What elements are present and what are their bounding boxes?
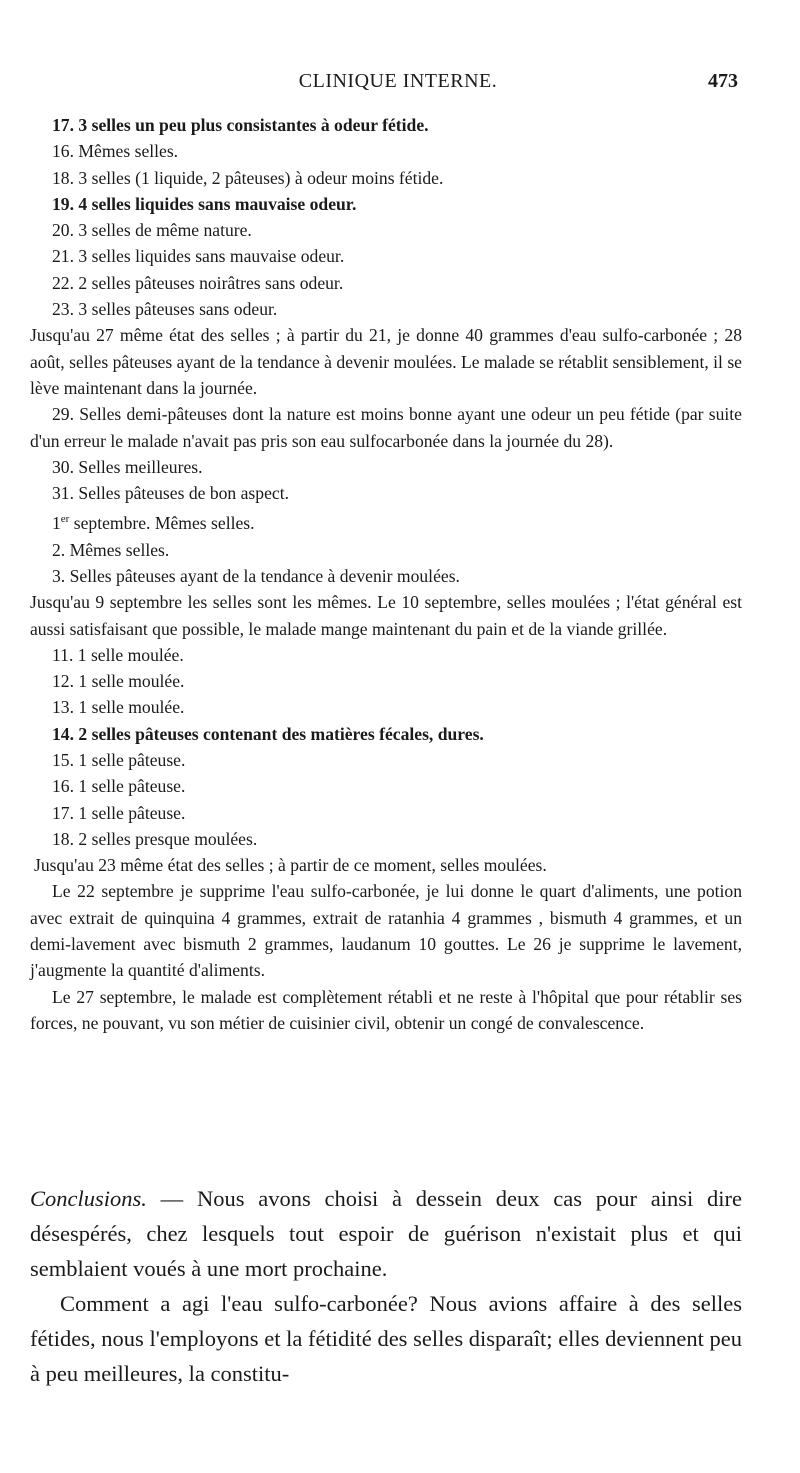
entry-line [30,191,742,217]
entry-num: 11. [52,644,74,665]
conclusions-text: — Nous avons choisi à dessein deux cas pour ainsi dire désespérés, chez lesquels tout espoir de guérison n'existait plus et qui semblaient voués à une mort prochaine. [30,1186,743,1281]
conclusions-heading: Conclusions. [30,1186,147,1211]
entry-text: 3 selles pâteuses sans odeur. [78,299,278,320]
entry-num: 20. [52,220,74,241]
entry-text: 1 selle pâteuse. [78,802,186,823]
entry-line [30,243,742,269]
entry-num: 17. [52,802,74,823]
entry-num: 23. [52,299,74,320]
entry-line [30,668,742,694]
entry-text: 4 selles liquides sans mauvaise odeur. [78,193,357,214]
entry-text: 3 selles liquides sans mauvaise odeur. [78,246,345,267]
entry-num: 2. [52,539,66,560]
entry-num: 16. [52,776,74,797]
entry-text: Selles demi-pâteuses dont la nature est moins bonne ayant une odeur un peu fétide (par suite d'un erreur le malade n'avait pas pris son eau sulfocarbonée dans la journée du 28). [30,404,742,451]
entry-line [30,454,742,480]
entry-line [30,270,742,296]
paragraph: Jusqu'au 23 même état des selles ; à partir de ce moment, selles moulées. [34,855,547,876]
case-notes [30,112,742,1036]
entry-text: Mêmes selles. [78,141,179,162]
entry-text: Mêmes selles. [69,539,170,560]
entry-line [30,138,742,164]
entry-text: 3 selles (1 liquide, 2 pâteuses) à odeur moins fétide. [78,167,444,188]
entry-line [30,694,742,720]
entry-line [30,165,742,191]
paragraph: Le 27 septembre, le malade est complètement rétabli et ne reste à l'hôpital que pour rétablir ses forces, ne pouvant, vu son métier de cuisinier civil, obtenir un congé de convalescence. [30,986,742,1033]
conclusions-paragraph-1 [30,1181,742,1286]
paragraph-29 [30,401,742,454]
entry-num: 31. [52,483,74,504]
entry-num: 16. [52,141,74,162]
entry-text: 1 selle pâteuse. [78,749,186,770]
entry-line [30,296,742,322]
entry-text: 1 selle moulée. [77,644,184,665]
page-number: 473 [708,70,738,92]
entry-text: 3 selles de même nature. [78,220,252,241]
ordinal-suffix: er [60,513,70,526]
entry-text: Selles pâteuses de bon aspect. [78,483,289,504]
entry-text: 1 selle moulée. [78,671,185,692]
entry-num: 22. [52,272,74,293]
conclusions-section [30,1181,742,1391]
entry-num: 3. [52,565,66,586]
entry-num: 29. [52,404,74,425]
entry-num: 14. [52,723,74,744]
entry-text: Selles pâteuses ayant de la tendance à devenir moulées. [69,565,460,586]
entry-text: 3 selles un peu plus consistantes à odeur fétide. [78,115,429,135]
entry-line [30,747,742,773]
entry-num: 17. [52,115,74,135]
entry-num: 18. [52,167,74,188]
entry-line [30,112,742,138]
conclusions-paragraph-2: Comment a agi l'eau sulfo-carbonée? Nous avions affaire à des selles fétides, nous l'employons et la fétidité des selles disparaît; elles deviennent peu à peu meilleures, la constitu- [30,1291,742,1386]
entry-text: 2 selles pâteuses contenant des matières fécales, dures. [78,723,484,744]
header-title: CLINIQUE INTERNE. [298,70,498,92]
entry-num: 30. [52,456,74,477]
entry-line [30,506,742,536]
paragraph: Le 22 septembre je supprime l'eau sulfo-carbonée, je lui donne le quart d'aliments, une potion avec extrait de quinquina 4 grammes, extrait de ratanhia 4 grammes , bismuth 4 grammes, et un demi-lavement avec bismuth 2 grammes, laudanum 10 gouttes. Le 26 je supprime le lavement, j'augmente la quantité d'aliments. [30,881,742,981]
entry-text: 2 selles pâteuses noirâtres sans odeur. [78,272,344,293]
entry-num: 21. [52,246,74,267]
entry-text: 1 selle moulée. [78,697,185,718]
entry-num: 12. [52,671,74,692]
entry-line [30,480,742,506]
running-header [58,70,738,100]
entry-line [30,826,742,852]
entry-line [30,563,742,589]
entry-text: 1 selle pâteuse. [78,776,186,797]
paragraph: Jusqu'au 9 septembre les selles sont les mêmes. Le 10 septembre, selles moulées ; l'état général est aussi satisfaisant que possible, le malade mange maintenant du pain et de la viande grillée. [30,592,742,639]
entry-num: 1 [52,513,61,534]
entry-line [30,721,742,747]
entry-line [30,800,742,826]
entry-line [30,773,742,799]
entry-num: 19. [52,193,74,214]
entry-line [30,642,742,668]
entry-num: 13. [52,697,74,718]
entry-text: 2 selles presque moulées. [78,828,258,849]
entry-num: 18. [52,828,74,849]
paragraph: Jusqu'au 27 même état des selles ; à partir du 21, je donne 40 grammes d'eau sulfo-carbonée ; 28 août, selles pâteuses ayant de la tendance à devenir moulées. Le malade se rétablit sensiblement, il se lève maintenant dans la journée. [30,325,742,398]
entry-text: Selles meilleures. [78,456,203,477]
entry-line [30,217,742,243]
entry-line [30,537,742,563]
entry-num: 15. [52,749,74,770]
entry-text: septembre. Mêmes selles. [73,513,255,534]
